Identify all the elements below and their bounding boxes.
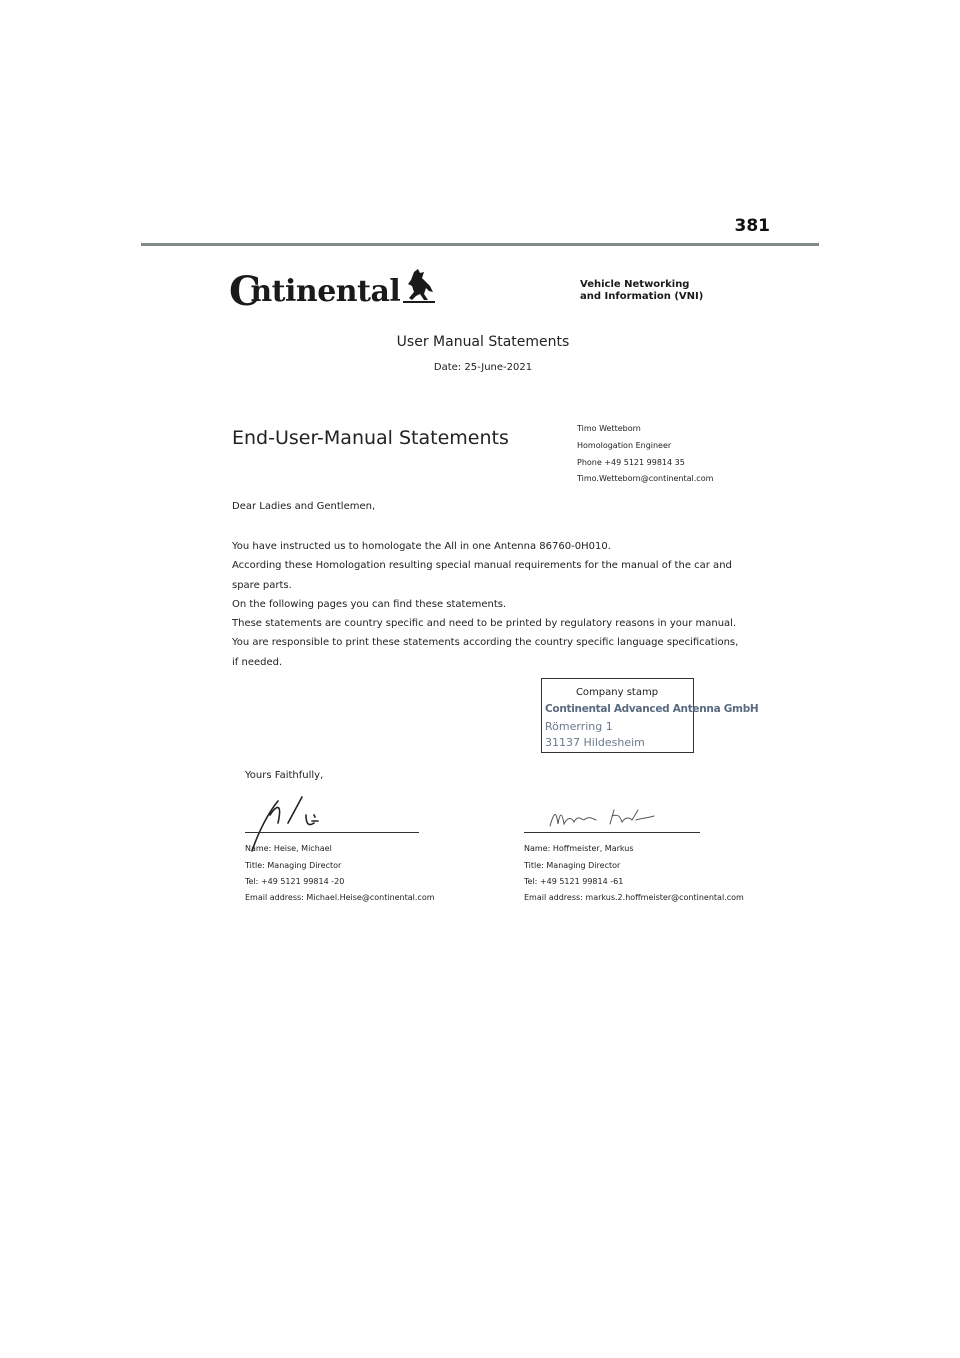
continental-logo	[229, 268, 400, 315]
letter-line-1: You have instructed us to homologate the All in one Antenna 86760-0H010.	[232, 541, 611, 552]
contact-phone: Phone +49 5121 99814 35	[577, 458, 685, 467]
letter-closing: Yours Faithfully,	[245, 770, 324, 781]
horse-logo-icon	[402, 268, 436, 304]
header-rule	[141, 243, 819, 246]
contact-role: Homologation Engineer	[577, 441, 672, 450]
signature-line-2	[524, 832, 700, 833]
stamp-street: Römerring 1	[545, 720, 613, 733]
signer-1-email: Email address: Michael.Heise@continental.com	[245, 893, 435, 902]
stamp-city: 31137 Hildesheim	[545, 736, 645, 749]
stamp-label: Company stamp	[575, 687, 659, 698]
contact-email: Timo.Wetteborn@continental.com	[577, 474, 714, 483]
division-line-2: and Information (VNI)	[580, 291, 704, 302]
letter-line-2: According these Homologation resulting special manual requirements for the manual of the car and spare parts.	[232, 560, 732, 591]
contact-name: Timo Wetteborn	[577, 424, 641, 433]
page-number: 381	[734, 216, 770, 236]
signer-1-name: Name: Heise, Michael	[245, 844, 332, 853]
letter-line-5: You are responsible to print these statements according the country specific language specifications, if needed.	[232, 637, 739, 668]
letter-greeting: Dear Ladies and Gentlemen,	[232, 501, 376, 512]
signer-1-title: Title: Managing Director	[245, 861, 342, 870]
signer-2-name: Name: Hoffmeister, Markus	[524, 844, 634, 853]
signature-line-1	[245, 832, 419, 833]
letter-line-4: These statements are country specific and need to be printed by regulatory reasons in your manual.	[232, 618, 737, 630]
signer-2-tel: Tel: +49 5121 99814 -61	[524, 877, 624, 886]
logo-c-glyph: C	[229, 268, 261, 315]
division-line-1: Vehicle Networking	[580, 279, 690, 290]
signer-2-email: Email address: markus.2.hoffmeister@continental.com	[524, 893, 744, 902]
letter-line-3: On the following pages you can find these statements.	[232, 598, 507, 610]
document-date: Date: 25-June-2021	[433, 362, 533, 373]
letter-body	[232, 537, 742, 672]
main-heading: End-User-Manual Statements	[232, 427, 509, 449]
signature-hoffmeister-image	[548, 806, 658, 830]
signer-2-title: Title: Managing Director	[524, 861, 621, 870]
division-name	[580, 279, 703, 303]
stamp-company: Continental Advanced Antenna GmbH	[545, 703, 759, 715]
signer-1-tel: Tel: +49 5121 99814 -20	[245, 877, 345, 886]
document-title: User Manual Statements	[396, 334, 570, 350]
logo-wordmark: ntinental	[250, 274, 401, 309]
company-stamp	[541, 678, 759, 753]
